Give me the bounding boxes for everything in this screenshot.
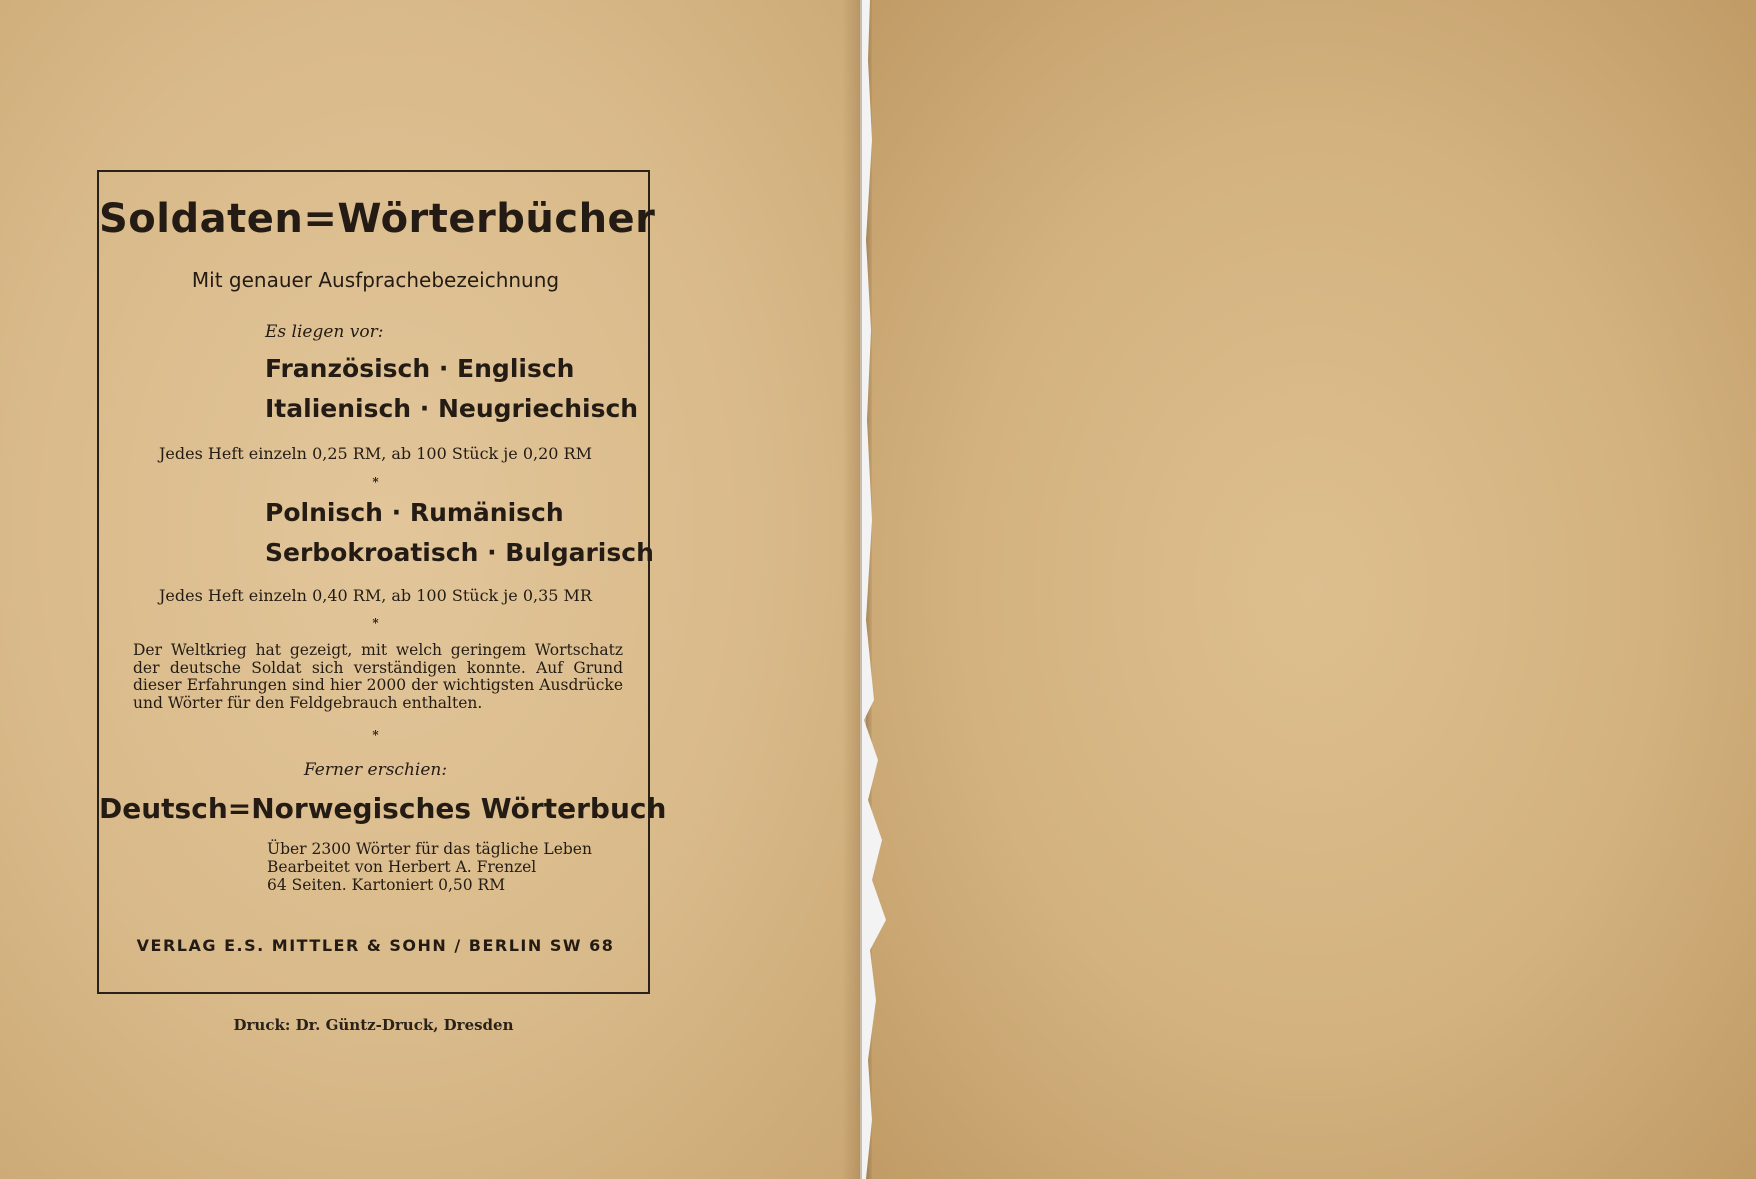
separator-star-2: * — [372, 616, 379, 630]
norwegian-detail-2: Bearbeitet von Herbert A. Frenzel — [267, 858, 537, 876]
further-intro: Ferner erschien: — [303, 760, 448, 780]
language-line-3: Polnisch · Rumänisch — [265, 498, 564, 527]
description-paragraph: Der Weltkrieg hat gezeigt, mit welch geringem Wortschatz der deutsche Soldat sich verständigen konnte. Auf Grund dieser Erfahrungen sind hier 2000 der wichtigsten Ausdrücke und Wörter für den Feldgebrauch enthalten. — [133, 641, 623, 712]
advert-intro: Es liegen vor: — [265, 322, 384, 342]
printer-line: Druck: Dr. Güntz-Druck, Dresden — [233, 1016, 514, 1034]
separator-star-3: * — [372, 728, 379, 742]
price-line-2: Jedes Heft einzeln 0,40 RM, ab 100 Stück je 0,35 MR — [159, 586, 592, 605]
language-line-4: Serbokroatisch · Bulgarisch — [265, 538, 654, 567]
norwegian-dictionary-title: Deutsch=Norwegisches Wörterbuch — [99, 792, 667, 825]
advert-title: Soldaten=Wörterbücher — [99, 196, 656, 242]
torn-page-edge — [862, 0, 902, 1179]
left-page — [0, 0, 860, 1179]
publisher-line: VERLAG E.S. MITTLER & SOHN / BERLIN SW 68 — [136, 936, 615, 955]
price-line-1: Jedes Heft einzeln 0,25 RM, ab 100 Stück je 0,20 RM — [159, 444, 592, 463]
advert-subtitle: Mit genauer Ausfprachebezeichnung — [191, 268, 560, 292]
language-line-2: Italienisch · Neugriechisch — [265, 394, 639, 423]
language-line-1: Französisch · Englisch — [265, 354, 575, 383]
separator-star-1: * — [372, 475, 379, 489]
norwegian-detail-1: Über 2300 Wörter für das tägliche Leben — [267, 840, 592, 858]
advertisement-box — [97, 170, 667, 994]
norwegian-detail-3: 64 Seiten. Kartoniert 0,50 RM — [267, 876, 506, 894]
right-page — [866, 0, 1756, 1179]
